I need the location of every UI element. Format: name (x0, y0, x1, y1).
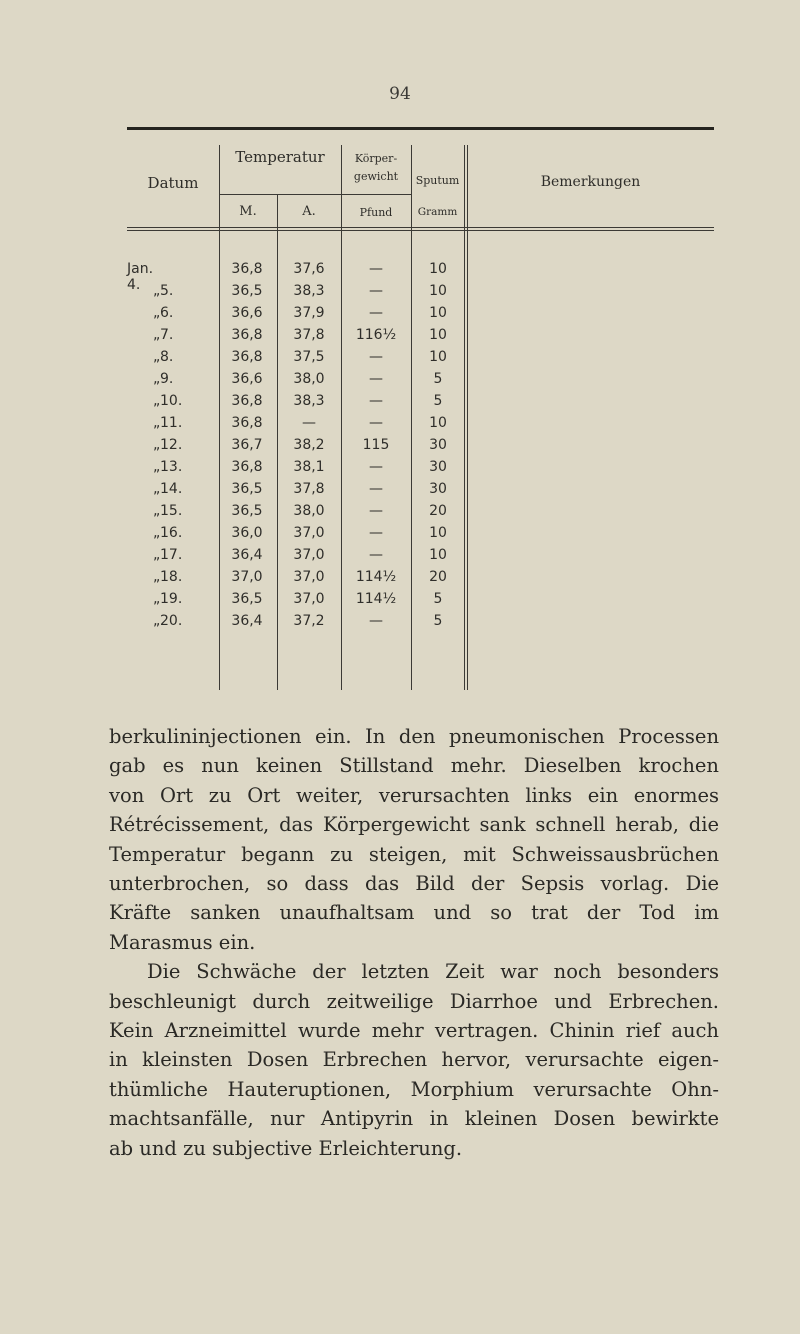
sputum-cell: 30 (429, 437, 447, 453)
table-row (127, 589, 714, 611)
temp-evening-cell: 37,6 (293, 261, 325, 277)
date-cell: 16. (160, 525, 183, 541)
ditto-mark: „ (153, 327, 161, 343)
weight-cell: — (369, 415, 383, 431)
temp-evening-cell: 37,2 (293, 613, 325, 629)
sputum-cell: 10 (429, 547, 447, 563)
date-cell: 5. (160, 283, 174, 299)
weight-cell: — (369, 283, 383, 299)
temp-morning-cell: 36,5 (231, 481, 263, 497)
text-line: von Ort zu Ort weiter, verursachten links ein enormes (109, 783, 719, 807)
temp-morning-cell: 37,0 (231, 569, 263, 585)
ditto-mark: „ (153, 613, 161, 629)
ditto-mark: „ (153, 305, 161, 321)
sputum-cell: 10 (429, 415, 447, 431)
temp-morning-cell: 36,4 (231, 613, 263, 629)
temp-evening-cell: 37,8 (293, 327, 325, 343)
sputum-cell: 10 (429, 349, 447, 365)
text-line: Die Schwäche der letzten Zeit war noch besonders (147, 960, 719, 984)
ditto-mark: „ (153, 459, 161, 475)
sputum-cell: 30 (429, 481, 447, 497)
table-row (127, 567, 714, 589)
top-rule (127, 127, 714, 130)
header-a: A. (302, 204, 316, 219)
date-cell: 18. (160, 569, 183, 585)
weight-cell: — (369, 525, 383, 541)
temp-morning-cell: 36,0 (231, 525, 263, 541)
weight-cell: — (369, 393, 383, 409)
temp-evening-cell: 38,0 (293, 371, 325, 387)
text-line: beschleunigt durch zeitweilige Diarrhoe und Erbrechen. (109, 989, 719, 1013)
temperatur-underline (219, 194, 341, 195)
header-sputum-unit: Gramm (417, 206, 458, 218)
temp-evening-cell: 38,0 (293, 503, 325, 519)
ditto-mark: „ (153, 415, 161, 431)
sputum-cell: 5 (433, 393, 443, 409)
body-text (109, 722, 719, 1163)
ditto-mark: „ (153, 591, 161, 607)
table-row (127, 325, 714, 347)
koerper-underline (341, 194, 411, 195)
header-koerper-line2: gewicht (353, 170, 399, 183)
table-row (127, 369, 714, 391)
temp-morning-cell: 36,8 (231, 393, 263, 409)
temp-evening-cell: 37,0 (293, 547, 325, 563)
header-temperatur: Temperatur (235, 148, 325, 166)
paragraph-2 (109, 957, 719, 1163)
text-line: Marasmus ein. (109, 930, 256, 954)
temp-evening-cell: 38,2 (293, 437, 325, 453)
table-row (127, 391, 714, 413)
sputum-cell: 30 (429, 459, 447, 475)
ditto-mark: „ (153, 547, 161, 563)
header-bottom-rule (127, 227, 714, 228)
weight-cell: — (369, 459, 383, 475)
weight-cell: 116½ (355, 327, 397, 343)
weight-cell: — (369, 547, 383, 563)
sputum-cell: 10 (429, 261, 447, 277)
temp-morning-cell: 36,8 (231, 327, 263, 343)
table-row (127, 303, 714, 325)
text-line: Temperatur begann zu steigen, mit Schweissausbrüchen (109, 842, 719, 866)
table-row (127, 413, 714, 435)
text-line: Kräfte sanken unaufhaltsam und so trat der Tod im (109, 901, 719, 925)
table-row (127, 479, 714, 501)
date-cell: 13. (160, 459, 183, 475)
date-cell: 8. (160, 349, 174, 365)
sputum-cell: 10 (429, 283, 447, 299)
ditto-mark: „ (153, 437, 161, 453)
table-row (127, 611, 714, 633)
header-sputum: Sputum (415, 174, 460, 187)
temp-evening-cell: 37,8 (293, 481, 325, 497)
ditto-mark: „ (153, 481, 161, 497)
ditto-mark: „ (153, 569, 161, 585)
date-cell: 6. (160, 305, 174, 321)
sputum-cell: 5 (433, 371, 443, 387)
page-number: 94 (389, 84, 411, 104)
date-cell: 19. (160, 591, 183, 607)
text-line: Rétrécissement, das Körpergewicht sank schnell herab, die (109, 813, 719, 837)
temp-morning-cell: 36,7 (231, 437, 263, 453)
temp-morning-cell: 36,5 (231, 503, 263, 519)
sputum-cell: 5 (433, 613, 443, 629)
temp-evening-cell: — (302, 415, 316, 431)
sputum-cell: 20 (429, 503, 447, 519)
weight-cell: — (369, 261, 383, 277)
weight-cell: — (369, 503, 383, 519)
ditto-mark: „ (153, 371, 161, 387)
text-line: berkulininjectionen ein. In den pneumonischen Processen (109, 725, 719, 748)
date-cell: 12. (160, 437, 183, 453)
temp-morning-cell: 36,8 (231, 261, 263, 277)
sputum-cell: 20 (429, 569, 447, 585)
ditto-mark: „ (153, 283, 161, 299)
temp-morning-cell: 36,5 (231, 591, 263, 607)
sputum-cell: 10 (429, 525, 447, 541)
text-line: machtsanfälle, nur Antipyrin in kleinen Dosen bewirkte (109, 1107, 719, 1131)
table-row (127, 435, 714, 457)
temp-morning-cell: 36,4 (231, 547, 263, 563)
weight-cell: — (369, 305, 383, 321)
text-line: thümliche Hauteruptionen, Morphium verursachte Ohn- (109, 1077, 719, 1101)
header-koerper-unit: Pfund (359, 206, 393, 219)
date-cell: 7. (160, 327, 174, 343)
date-cell: Jan. 4. (127, 261, 154, 293)
date-cell: 14. (160, 481, 183, 497)
table-row (127, 281, 714, 303)
temp-evening-cell: 37,5 (293, 349, 325, 365)
header-m: M. (239, 204, 257, 219)
ditto-mark: „ (153, 349, 161, 365)
weight-cell: — (369, 349, 383, 365)
temp-evening-cell: 38,3 (293, 393, 325, 409)
weight-cell: 114½ (355, 569, 397, 585)
header-bottom-rule-2 (127, 230, 714, 231)
weight-cell: — (369, 371, 383, 387)
temp-evening-cell: 37,0 (293, 569, 325, 585)
sputum-cell: 10 (429, 305, 447, 321)
text-line: ab und zu subjective Erleichterung. (109, 1136, 463, 1160)
table-row (127, 523, 714, 545)
data-table (127, 140, 714, 690)
table-row (127, 457, 714, 479)
date-cell: 11. (160, 415, 183, 431)
temp-morning-cell: 36,5 (231, 283, 263, 299)
sputum-cell: 5 (433, 591, 443, 607)
date-cell: 15. (160, 503, 183, 519)
date-cell: 20. (160, 613, 183, 629)
text-line: unterbrochen, so dass das Bild der Sepsis vorlag. Die (109, 872, 719, 896)
temp-evening-cell: 37,0 (293, 525, 325, 541)
temp-evening-cell: 38,3 (293, 283, 325, 299)
temp-evening-cell: 38,1 (293, 459, 325, 475)
text-line: Kein Arzneimittel wurde mehr vertragen. Chinin rief auch (109, 1019, 719, 1043)
weight-cell: — (369, 613, 383, 629)
temp-morning-cell: 36,6 (231, 371, 263, 387)
ditto-mark: „ (153, 393, 161, 409)
table-row (127, 545, 714, 567)
date-cell: 17. (160, 547, 183, 563)
temp-evening-cell: 37,0 (293, 591, 325, 607)
weight-cell: 115 (362, 437, 390, 453)
date-cell: 10. (160, 393, 183, 409)
header-koerper-line1: Körper- (354, 152, 398, 165)
header-bemerkungen: Bemerkungen (540, 174, 641, 190)
weight-cell: 114½ (355, 591, 397, 607)
temp-morning-cell: 36,8 (231, 459, 263, 475)
table-row (127, 501, 714, 523)
table-row (127, 347, 714, 369)
ditto-mark: „ (153, 503, 161, 519)
date-cell: 9. (160, 371, 174, 387)
header-datum: Datum (147, 174, 199, 192)
temp-morning-cell: 36,8 (231, 415, 263, 431)
text-line: gab es nun keinen Stillstand mehr. Dieselben krochen (109, 754, 719, 778)
weight-cell: — (369, 481, 383, 497)
paragraph-1 (109, 722, 719, 957)
sputum-cell: 10 (429, 327, 447, 343)
text-line: in kleinsten Dosen Erbrechen hervor, verursachte eigen- (109, 1048, 719, 1072)
temp-evening-cell: 37,9 (293, 305, 325, 321)
temp-morning-cell: 36,6 (231, 305, 263, 321)
ditto-mark: „ (153, 525, 161, 541)
temp-morning-cell: 36,8 (231, 349, 263, 365)
